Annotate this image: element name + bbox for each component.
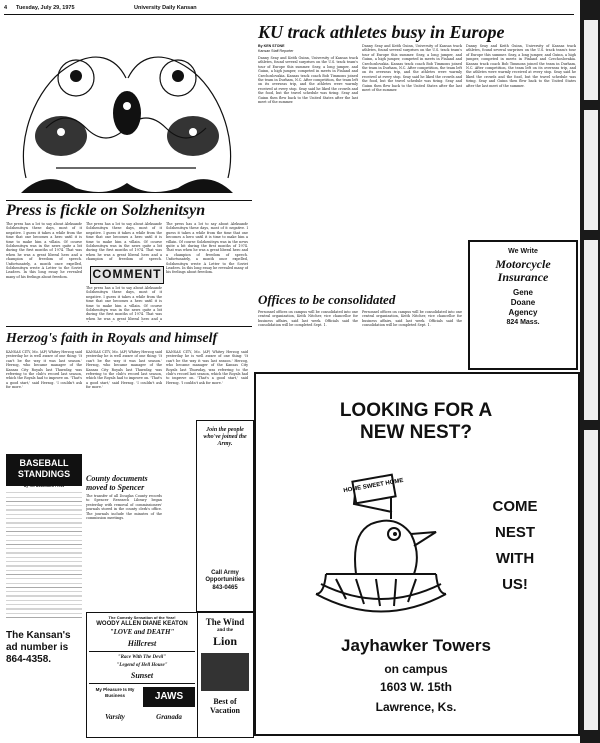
theater-hillcrest: Hillcrest (127, 639, 157, 648)
paper-name: University Daily Kansan (134, 5, 197, 11)
movie-4-title: My Pleasure Is My Business (95, 687, 135, 698)
offices-col-1: Personnel offices on campus will be consolidated into one central organization, Keith Nitcher, vice chancellor for business affairs, said last week. Officials said the consolidation will be completed Sept. 1. (258, 310, 358, 328)
herzog-col-2: KANSAS CITY, Mo. (AP) Whitey Herzog said yesterday he is well aware of one thing: 'It can't be the way it was last season.' Herzog, who became manager of the Kansas City Royals last Thursday, was referring to the club's record last season, which the Royals had to improve on. 'That's a good start,' said Herzog. 'I couldn't ask for more.' (86, 350, 162, 390)
insurance-ad (468, 240, 578, 370)
ad-number-notice: The Kansan's ad number is 864-4358. (6, 630, 71, 665)
ku-track-headline: KU track athletes busy in Europe (258, 22, 505, 42)
movie-2-title: "Race With The Devil" (117, 655, 167, 660)
agency-address: 824 Mass. (506, 319, 540, 326)
movie-3-title: "Legend of Hell House" (116, 663, 168, 668)
standings-table (6, 490, 82, 620)
agency-name: Agency (508, 308, 538, 317)
herzog-col-3: KANSAS CITY, Mo. (AP) Whitey Herzog said yesterday he is well aware of one thing: 'It can't be the way it was last season.' Herzog, who became manager of the Kansas City Royals last Thursday, was referring to the club's record last season, which the Royals had to improve on. 'That's a good start,' said Herzog. 'I couldn't ask for more.' (166, 350, 248, 385)
movie-1-stars: WOODY ALLEN DIANE KEATON (96, 621, 188, 627)
army-ad (196, 420, 254, 612)
solzhenitsyn-illustration (6, 18, 248, 198)
adjacent-page-edge (580, 0, 600, 743)
standings-source: By The Associated Press (23, 484, 65, 488)
army-phone: 843-0465 (212, 585, 238, 591)
army-call: Call Army Opportunities (205, 570, 245, 583)
jayhawker-side-text (460, 494, 570, 598)
jayhawker-towers-ad (254, 372, 580, 736)
wind-title-1: The Wind (205, 617, 245, 627)
theater-granada: Granada (156, 713, 182, 721)
movie-tagline: The Comedy Sensation of the Year! (108, 615, 176, 620)
we-write-text: We Write (508, 248, 538, 255)
agent-first: Gene (512, 288, 533, 297)
ku-track-col-3: Danny Seay and Keith Guinn, University of Kansas track athletes, found several surprises on the U.S. track team's tour of Europe this summer. Seay, a long jumper, and Guinn, a high jumper, competed in meets in Finland and Czechoslovakia. Kansas track coach Bob Timmons joined the team in Durham, N.C. After competition, the team left on its overseas trip, and the athletes were warmly received at every stop. Seay said he liked the crowds and the food, but the travel schedule was tiring. Seay and Guinn then flew back to the United States after the last meet of the summer. (466, 44, 576, 88)
movie-5-title: JAWS (143, 687, 195, 707)
side-line-1: COME (492, 498, 538, 515)
movie-1-title: "LOVE and DEATH" (109, 628, 175, 636)
wind-title-2: and the (217, 628, 233, 633)
offices-col-2: Personnel offices on campus will be consolidated into one central organization, Keith Nitcher, vice chancellor for business affairs, said last week. Officials said the consolidation will be completed Sept. 1. (362, 310, 462, 328)
ku-track-col-1: Danny Seay and Keith Guinn, University of Kansas track athletes, found several surprises on the U.S. track team's tour of Europe this summer. Seay, a long jumper, and Guinn, a high jumper, competed in meets in Finland and Czechoslovakia. Kansas track coach Bob Timmons joined the team in Durham, N.C. After competition, the team left on its overseas trip, and the athletes were warmly received at every stop. Seay said he liked the crowds and the food, but the travel schedule was tiring. Seay and Guinn then flew back to the United States after the last meet of the summer. (258, 56, 358, 105)
army-heading: Join the people who've joined the Army. (203, 427, 247, 447)
county-col-1: The transfer of all Douglas County records to Spencer Research Library began yesterday with removal of commissioners' journals stored in the county clerk's office. The journals include the minutes of the commission meetings. (86, 494, 162, 521)
ku-track-col-2: Danny Seay and Keith Guinn, University of Kansas track athletes, found several surprises on the U.S. track team's tour of Europe this summer. Seay, a long jumper, and Guinn, a high jumper, competed in meets in Finland and Czechoslovakia. Kansas track coach Bob Timmons joined the team in Durham, N.C. After competition, the team left on its overseas trip, and the athletes were warmly received at every stop. Seay said he liked the crowds and the food, but the travel schedule was tiring. Seay and Guinn then flew back to the United States after the last meet of the summer. (362, 44, 462, 93)
jayhawk-in-nest-drawing (296, 454, 466, 624)
solzhenitsyn-col-1: The press has a lot to say about Aleksandr Solzhenitsyn these days, most of it negative. I guess it takes a while from the time that one becomes a hero until it is time to make him a villain. Of course Solzhenitsyn was in the news quite a bit during the first months of 1974. That was when he was a great liberal hero and a champion of freedom of speech. Unfortunately, a month once expelled, Solzhenitsyn wrote A Letter to the Soviet Leaders. In this long essay he revealed many of his feelings about freedom. (6, 222, 82, 279)
jayhawker-on-campus: on campus (384, 662, 448, 676)
wind-title-3: Lion (212, 634, 237, 648)
side-line-4: US! (502, 576, 528, 593)
side-line-3: WITH (495, 550, 535, 567)
home-sign-text: HOME SWEET HOME (343, 477, 404, 495)
jayhawker-headline-2: NEW NEST? (360, 422, 472, 443)
theater-varsity: Varsity (105, 713, 125, 721)
standings-title: BASEBALL STANDINGS (6, 454, 82, 486)
jayhawker-headline-1: LOOKING FOR A (339, 400, 493, 421)
issue-date: Tuesday, July 29, 1975 (16, 5, 75, 11)
ku-track-byline: By KEN STONE (258, 44, 285, 48)
ku-track-role: Kansan Staff Reporter (258, 49, 294, 53)
solzhenitsyn-headline: Press is fickle on Solzhenitsyn (6, 202, 206, 219)
movie-ads (86, 612, 254, 738)
solzhenitsyn-col-2: The press has a lot to say about Aleksandr Solzhenitsyn these days, most of it negative. I guess it takes a while from the time that one becomes a hero until it is time to make him a villain. Of course Solzhenitsyn was in the news quite a bit during the first months of 1974. That was when he was a great liberal hero and a champion of freedom of speech. (86, 222, 162, 262)
page-folio (4, 4, 574, 15)
herzog-headline: Herzog's faith in Royals and himself (6, 331, 218, 346)
solzhenitsyn-col-2b: The press has a lot to say about Aleksandr Solzhenitsyn these days, most of it negative. I guess it takes a while from the time that one becomes a hero until it is time to make him a villain. Of course Solzhenitsyn was in the news quite a bit during the first months of 1974. That was when he was a great liberal hero and a (86, 286, 162, 321)
county-headline: County documents moved to Spencer (86, 474, 148, 492)
solzhenitsyn-col-3: The press has a lot to say about Aleksandr Solzhenitsyn these days, most of it negative. I guess it takes a while from the time that one becomes a hero until it is time to make him a villain. Of course Solzhenitsyn was in the news quite a bit during the first months of 1974. That was when he was a great liberal hero and a champion of freedom of speech. Unfortunately, a month once expelled, Solzhenitsyn wrote A Letter to the Soviet Leaders. In this long essay he revealed many of his feelings about freedom. (166, 222, 248, 275)
jayhawker-name: Jayhawker Towers (341, 636, 491, 655)
jayhawker-address: 1603 W. 15th (379, 680, 453, 694)
wind-lion-photo (201, 653, 249, 691)
vacation-title: Best of Vacation (210, 697, 240, 715)
theater-sunset: Sunset (130, 671, 154, 680)
herzog-col-1: KANSAS CITY, Mo. (AP) Whitey Herzog said yesterday he is well aware of one thing: 'It can't be the way it was last season.' Herzog, who became manager of the Kansas City Royals last Thursday, was referring to the club's record last season, which the Royals had to improve on. 'That's a good start,' said Herzog. 'I couldn't ask for more.' (6, 350, 82, 390)
agent-last: Doane (510, 298, 536, 307)
side-line-2: NEST (494, 524, 535, 541)
jayhawker-city: Lawrence, Ks. (375, 700, 457, 714)
offices-headline: Offices to be consolidated (258, 292, 396, 307)
page-number: 4 (4, 5, 8, 11)
insurance-product: Motorcycle Insurance (495, 257, 551, 284)
army-body (200, 454, 250, 564)
comment-label: COMMENT (90, 266, 164, 284)
